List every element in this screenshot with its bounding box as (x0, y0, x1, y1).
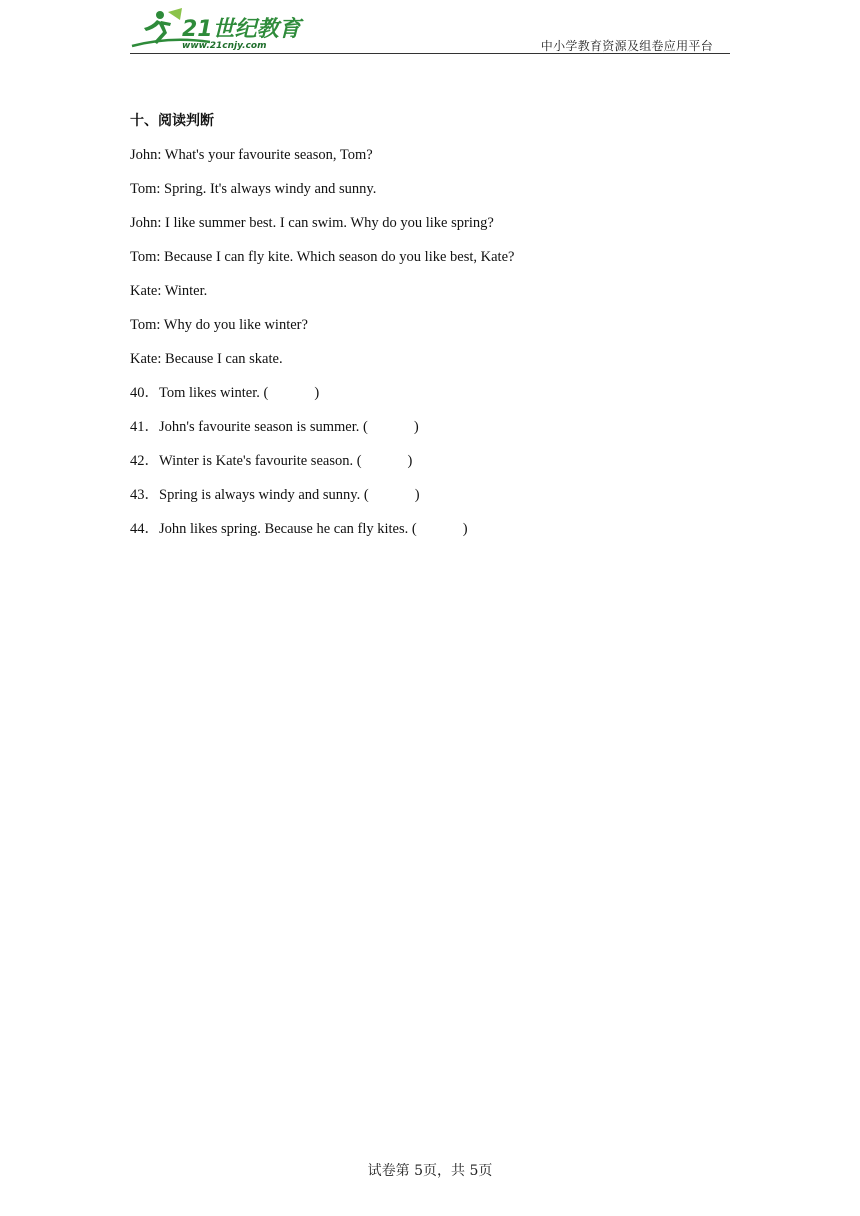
dialogue-line: John: I like summer best. I can swim. Why do you like spring? (130, 215, 494, 231)
page-footer: 试卷第 5页，共 5页 (367, 1163, 493, 1179)
header-divider (130, 53, 730, 54)
question-close: ) (314, 385, 320, 401)
question-41 (130, 414, 730, 448)
question-number: 44． (130, 521, 159, 537)
section-title: 十、阅读判断 (130, 113, 214, 129)
question-text: Winter is Kate's favourite season. ( (159, 453, 362, 469)
page-header (130, 6, 730, 56)
question-close: ) (414, 487, 420, 503)
question-close: ) (413, 419, 419, 435)
question-text: Tom likes winter. ( (159, 385, 269, 401)
dialogue-line: Tom: Why do you like winter? (130, 317, 308, 333)
question-number: 42． (130, 453, 159, 469)
question-text: Spring is always windy and sunny. ( (159, 487, 369, 503)
dialogue-line: John: What's your favourite season, Tom? (130, 147, 373, 163)
question-number: 40． (130, 385, 159, 401)
dialogue-line: Kate: Because I can skate. (130, 351, 283, 367)
logo-url: www.21cnjy.com (182, 41, 267, 51)
exam-content (130, 108, 730, 550)
platform-name: 中小学教育资源及组卷应用平台 (540, 39, 713, 53)
question-text: John likes spring. Because he can fly kites. ( (159, 521, 417, 537)
question-number: 41． (130, 419, 159, 435)
logo-21cnjy (130, 6, 305, 52)
question-42 (130, 448, 730, 482)
dialogue-line: Tom: Spring. It's always windy and sunny. (130, 181, 377, 197)
question-number: 43． (130, 487, 159, 503)
question-text: John's favourite season is summer. ( (159, 419, 368, 435)
logo-text: 21世纪教育 (182, 17, 301, 42)
question-43 (130, 482, 730, 516)
question-close: ) (462, 521, 468, 537)
question-44 (130, 516, 730, 550)
dialogue-line: Kate: Winter. (130, 283, 208, 299)
question-close: ) (407, 453, 413, 469)
question-40 (130, 380, 730, 414)
dialogue-line: Tom: Because I can fly kite. Which season do you like best, Kate? (130, 249, 515, 265)
